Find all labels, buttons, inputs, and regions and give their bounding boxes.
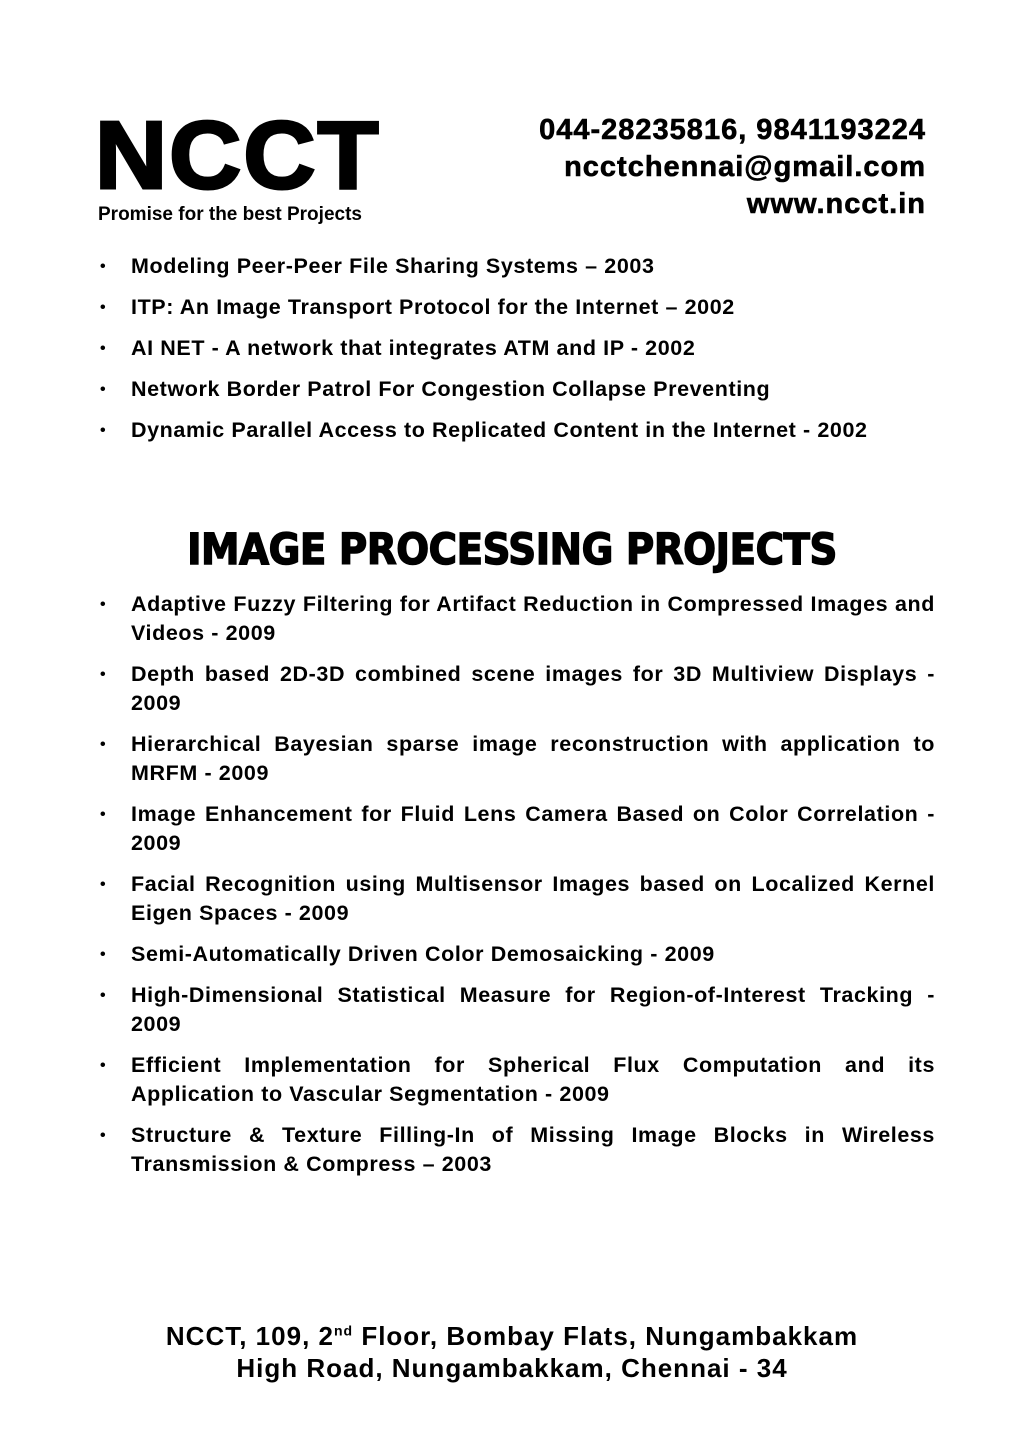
network-projects-list — [98, 252, 935, 457]
list-item-text: AI NET - A network that integrates ATM and IP - 2002 — [131, 336, 696, 360]
list-item-text: Efficient Implementation for Spherical Flux Computation and its Application to Vascular Segmentation - 2009 — [131, 1053, 935, 1106]
list-item — [98, 590, 935, 648]
list-item — [98, 660, 935, 718]
list-item-text: Facial Recognition using Multisensor Images based on Localized Kernel Eigen Spaces - 2009 — [131, 872, 935, 925]
bullet-icon: • — [100, 806, 107, 823]
list-item — [98, 1121, 935, 1179]
list-item — [98, 293, 935, 322]
bullet-icon: • — [100, 596, 107, 613]
list-item-text: Semi-Automatically Driven Color Demosaicking - 2009 — [131, 942, 715, 966]
list-item — [98, 730, 935, 788]
list-item-text: ITP: An Image Transport Protocol for the Internet – 2002 — [131, 295, 735, 319]
ordinal-suffix: nd — [333, 1322, 354, 1339]
list-item — [98, 252, 935, 281]
address-line-1-prefix: NCCT, 109, 2 — [165, 1321, 334, 1351]
list-item — [98, 334, 935, 363]
list-item-text: High-Dimensional Statistical Measure for Region-of-Interest Tracking - 2009 — [131, 983, 935, 1036]
footer-address — [0, 1320, 1024, 1384]
bullet-icon: • — [100, 340, 107, 357]
list-item-text: Structure & Texture Filling-In of Missing Image Blocks in Wireless Transmission & Compress – 2003 — [131, 1123, 935, 1176]
bullet-icon: • — [100, 299, 107, 316]
email-address[interactable]: ncctchennai@gmail.com — [564, 151, 926, 183]
bullet-icon: • — [100, 381, 107, 398]
list-item-text: Dynamic Parallel Access to Replicated Content in the Internet - 2002 — [131, 418, 868, 442]
bullet-icon: • — [100, 987, 107, 1004]
address-line-1 — [0, 1320, 1024, 1352]
bullet-icon: • — [100, 422, 107, 439]
bullet-icon: • — [100, 946, 107, 963]
section-title: IMAGE PROCESSING PROJECTS — [187, 525, 837, 575]
address-line-1-suffix: Floor, Bombay Flats, Nungambakkam — [353, 1321, 859, 1351]
list-item — [98, 375, 935, 404]
image-projects-list — [98, 590, 935, 1191]
bullet-icon: • — [100, 1057, 107, 1074]
website-link[interactable]: www.ncct.in — [746, 188, 926, 220]
list-item-text: Adaptive Fuzzy Filtering for Artifact Reduction in Compressed Images and Videos - 2009 — [131, 592, 935, 645]
list-item-text: Hierarchical Bayesian sparse image reconstruction with application to MRFM - 2009 — [131, 732, 935, 785]
bullet-icon: • — [100, 258, 107, 275]
ncct-logo: NCCT — [95, 102, 381, 209]
list-item-text: Network Border Patrol For Congestion Collapse Preventing — [131, 377, 771, 401]
tagline: Promise for the best Projects — [98, 204, 362, 225]
list-item — [98, 800, 935, 858]
list-item — [98, 940, 935, 969]
phone-numbers: 044-28235816, 9841193224 — [539, 114, 926, 146]
contact-block — [539, 112, 926, 223]
list-item — [98, 416, 935, 445]
bullet-icon: • — [100, 666, 107, 683]
bullet-icon: • — [100, 736, 107, 753]
bullet-icon: • — [100, 876, 107, 893]
list-item-text: Depth based 2D-3D combined scene images for 3D Multiview Displays - 2009 — [131, 662, 935, 715]
bullet-icon: • — [100, 1127, 107, 1144]
page-header — [0, 0, 1024, 240]
list-item-text: Image Enhancement for Fluid Lens Camera Based on Color Correlation - 2009 — [131, 802, 935, 855]
list-item — [98, 870, 935, 928]
list-item-text: Modeling Peer-Peer File Sharing Systems – 2003 — [131, 254, 655, 278]
address-line-2: High Road, Nungambakkam, Chennai - 34 — [236, 1353, 788, 1383]
list-item — [98, 1051, 935, 1109]
list-item — [98, 981, 935, 1039]
